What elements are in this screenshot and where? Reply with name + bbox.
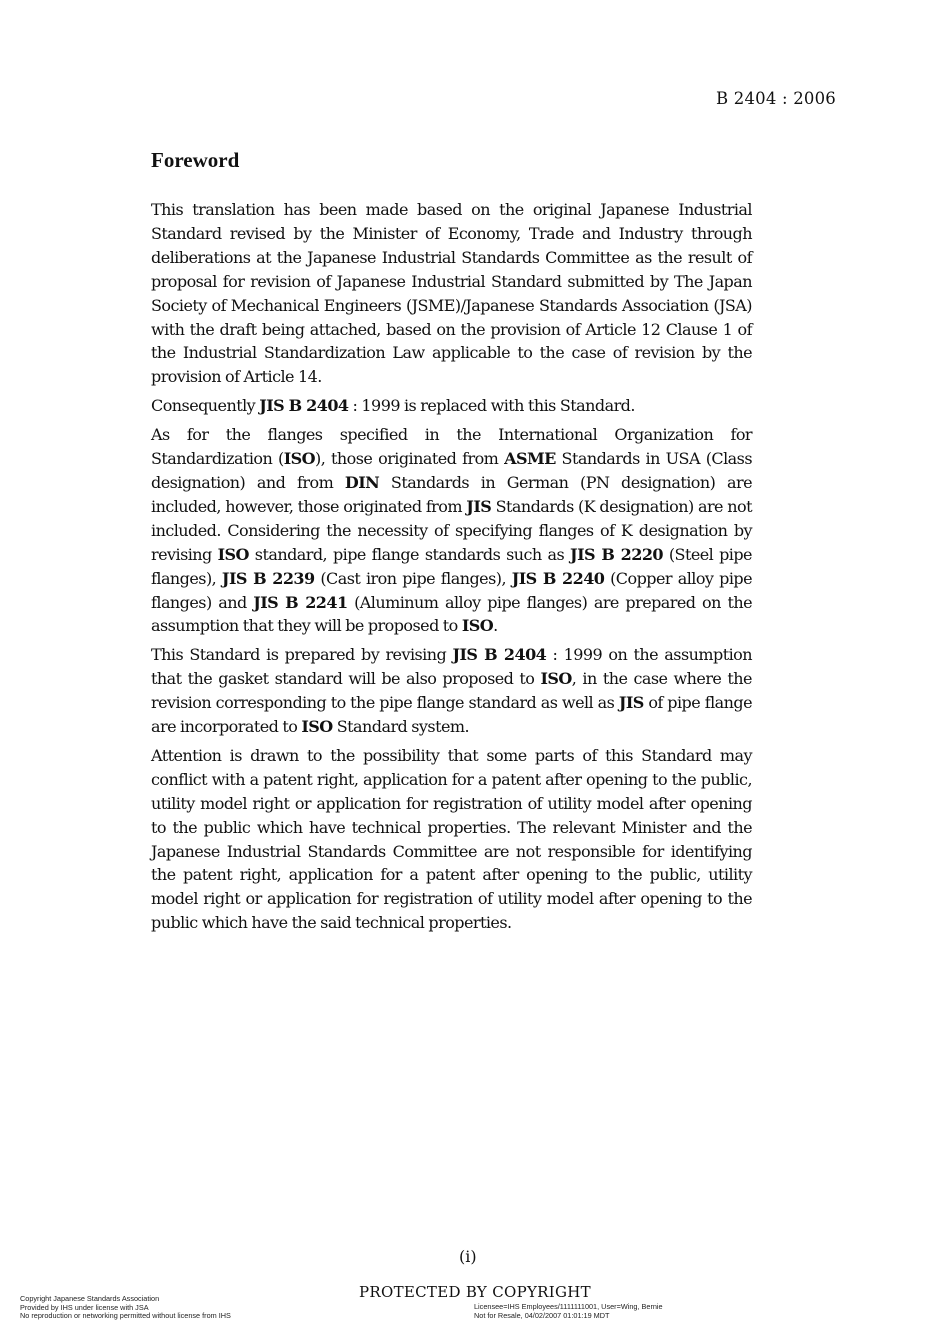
text-segment: As for the flanges specified in the International Organization for Standardization ( bbox=[151, 425, 752, 469]
text-segment: (Aluminum alloy pipe flanges) are prepared on the assumption that they will be proposed to bbox=[151, 592, 752, 636]
text-segment: standard, pipe flange standards such as bbox=[248, 544, 571, 564]
licensee-footer bbox=[474, 1303, 663, 1320]
resale-line: Not for Resale, 04/02/2007 01:01:19 MDT bbox=[474, 1310, 610, 1320]
text-segment: ), those originated from bbox=[315, 449, 505, 469]
text-segment: of pipe flange are incorporated to bbox=[151, 693, 752, 737]
page-number: (i) bbox=[459, 1247, 477, 1266]
text-segment: (Steel pipe flanges), bbox=[151, 544, 752, 588]
page-title: Foreword bbox=[151, 148, 240, 172]
copyright-line: Copyright Japanese Standards Association bbox=[20, 1294, 160, 1303]
standard-reference: JIS B 2239 bbox=[221, 568, 315, 588]
standard-reference: JIS B 2220 bbox=[570, 544, 663, 564]
standard-reference: JIS bbox=[618, 693, 644, 713]
text-segment: , in the case where the revision corresponding to the pipe flange standard as well as bbox=[151, 669, 752, 713]
paragraph-patent-notice bbox=[151, 744, 752, 935]
standard-reference: ASME bbox=[504, 449, 556, 469]
standard-reference: JIS B 2241 bbox=[253, 592, 348, 612]
foreword-body bbox=[151, 198, 752, 940]
paragraph-iso-flanges bbox=[151, 423, 752, 638]
text-segment: Standards in USA (Class designation) and from bbox=[151, 449, 752, 492]
reproduction-line: No reproduction or networking permitted without license from IHS bbox=[20, 1311, 231, 1321]
standard-reference: ISO bbox=[217, 544, 249, 564]
standard-reference: ISO bbox=[461, 616, 494, 636]
paragraph-translation-note bbox=[151, 198, 752, 389]
paragraph-gasket-standard bbox=[151, 643, 752, 739]
text-segment: Attention is drawn to the possibility that some parts of this Standard may conflict with a patent right, application for a patent after opening to the public, utility model right or application for registration of utility model after opening to the public which have technical properties. The relevant Minister and the Japanese Industrial Standards Committee are not responsible for identifying the patent right, application for a patent after opening to the public, utility model right or application for registration of utility model after opening to the public which have the said technical properties. bbox=[151, 745, 752, 933]
text-segment: This Standard is prepared by revising bbox=[151, 645, 453, 665]
text-segment: (Copper alloy pipe flanges) and bbox=[151, 568, 752, 612]
standard-reference: ISO bbox=[283, 449, 316, 469]
standard-reference: JIS B 2240 bbox=[511, 568, 605, 588]
text-segment: Standards (K designation) are not included. Considering the necessity of specifying flanges of K designation by revising bbox=[151, 496, 752, 564]
standard-reference: ISO bbox=[301, 717, 333, 737]
text-segment: Standard system. bbox=[332, 717, 470, 737]
text-segment: Standards in German (PN designation) are included, however, those originated from bbox=[151, 472, 752, 516]
standard-reference: JIS bbox=[466, 496, 492, 516]
text-segment: . bbox=[493, 616, 498, 636]
protected-notice: PROTECTED BY COPYRIGHT bbox=[359, 1283, 591, 1301]
standard-reference: DIN bbox=[344, 472, 380, 492]
text-segment: (Cast iron pipe flanges), bbox=[314, 568, 512, 588]
text-segment: Consequently bbox=[151, 396, 260, 416]
document-id: B 2404 : 2006 bbox=[716, 89, 837, 108]
copyright-footer bbox=[20, 1295, 231, 1321]
license-line: Provided by IHS under license with JSA bbox=[20, 1302, 149, 1312]
text-segment: : 1999 is replaced with this Standard. bbox=[348, 396, 635, 416]
licensee-line: Licensee=IHS Employees/1111111001, User=Wing, Bernie bbox=[474, 1302, 663, 1311]
text-segment: : 1999 on the assumption that the gasket standard will be also proposed to bbox=[151, 645, 752, 689]
paragraph-replacement-note bbox=[151, 394, 752, 418]
text-segment: This translation has been made based on the original Japanese Industrial Standard revised by the Minister of Economy, Trade and Industry through deliberations at the Japanese Industrial Standards Committee as the result of proposal for revision of Japanese Industrial Standard submitted by The Japan Society of Mechanical Engineers (JSME)/Japanese Standards Association (JSA) with the draft being attached, based on the provision of Article 12 Clause 1 of the Industrial Standardization Law applicable to the case of revision by the provision of Article 14. bbox=[151, 200, 752, 387]
standard-reference: JIS B 2404 bbox=[452, 645, 547, 665]
standard-reference: JIS B 2404 bbox=[259, 396, 349, 416]
standard-reference: ISO bbox=[540, 669, 572, 689]
